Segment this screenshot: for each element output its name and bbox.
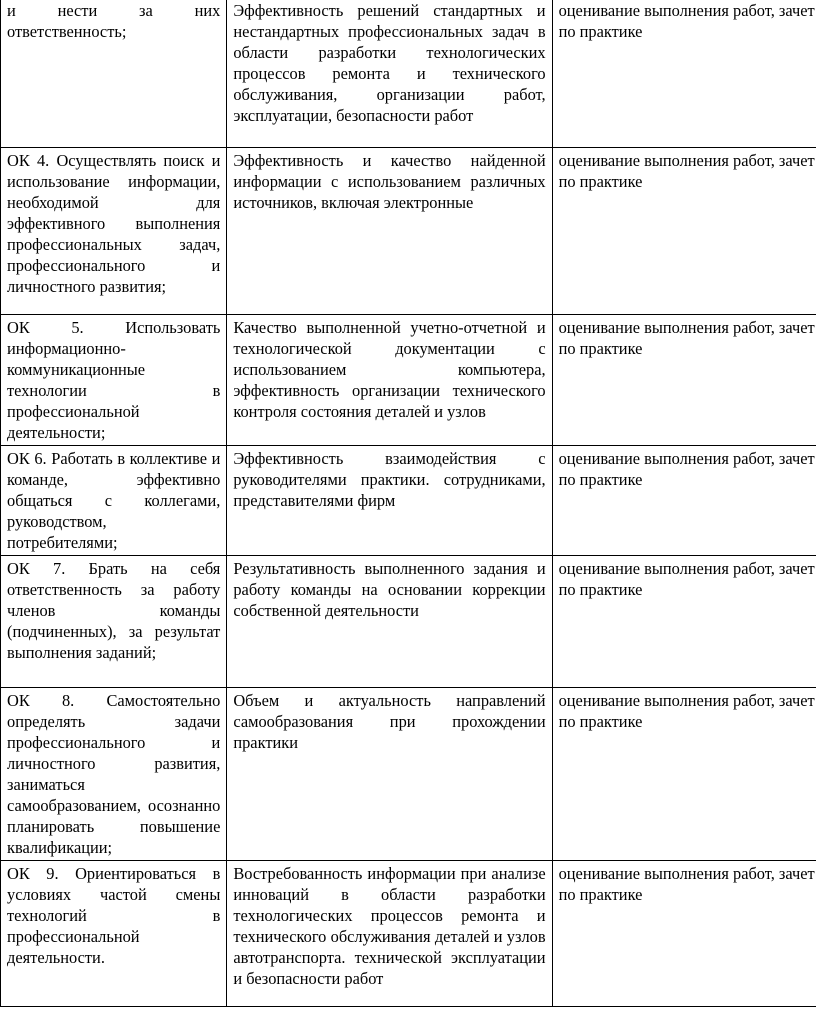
assessment-cell: оценивание выполнения работ, зачет по практике [552,687,816,860]
table-row [1,445,816,555]
indicator-cell: Результативность выполненного задания и работу команды на основании коррекции собственной деятельности [227,555,552,687]
indicator-cell: Эффективность решений стандартных и нестандартных профессиональных задач в области разработки технологических процессов ремонта и технического обслуживания, организации работ, эксплуатации, безопасности работ [227,0,552,147]
assessment-cell: оценивание выполнения работ, зачет по практике [552,555,816,687]
competency-cell: ОК 5. Использовать информационно-коммуникационные технологии в профессиональной деятельности; [1,314,227,445]
table-row [1,860,816,1006]
assessment-cell: оценивание выполнения работ, зачет по практике [552,860,816,1006]
table-row [1,555,816,687]
indicator-cell: Востребованность информации при анализе инноваций в области разработки технологических процессов ремонта и технического обслуживания деталей и узлов автотранспорта. технической эксплуатации и безопасности работ [227,860,552,1006]
assessment-cell: оценивание выполнения работ, зачет по практике [552,445,816,555]
indicator-cell: Качество выполненной учетно-отчетной и технологической документации с использованием компьютера, эффективность организации технического контроля состояния деталей и узлов [227,314,552,445]
competency-cell: ОК 7. Брать на себя ответственность за работу членов команды (подчиненных), за результат выполнения заданий; [1,555,227,687]
table-row [1,314,816,445]
competency-cell: ОК 4. Осуществлять поиск и использование информации, необходимой для эффективного выполнения профессиональных задач, профессионального и личностного развития; [1,147,227,314]
table-row [1,0,816,147]
indicator-cell: Объем и актуальность направлений самообразования при прохождении практики [227,687,552,860]
table-row [1,147,816,314]
assessment-cell: оценивание выполнения работ, зачет по практике [552,314,816,445]
competency-cell: ОК 6. Работать в коллективе и команде, эффективно общаться с коллегами, руководством, потребителями; [1,445,227,555]
assessment-cell: оценивание выполнения работ, зачет по практике [552,0,816,147]
assessment-cell: оценивание выполнения работ, зачет по практике [552,147,816,314]
competency-cell: ОК 8. Самостоятельно определять задачи профессионального и личностного развития, заниматься самообразованием, осознанно планировать повышение квалификации; [1,687,227,860]
competency-cell: и нести за них ответственность; [1,0,227,147]
competency-cell: ОК 9. Ориентироваться в условиях частой смены технологий в профессиональной деятельности. [1,860,227,1006]
indicator-cell: Эффективность и качество найденной информации с использованием различных источников, включая электронные [227,147,552,314]
table-row [1,687,816,860]
indicator-cell: Эффективность взаимодействия с руководителями практики. сотрудниками, представителями фирм [227,445,552,555]
